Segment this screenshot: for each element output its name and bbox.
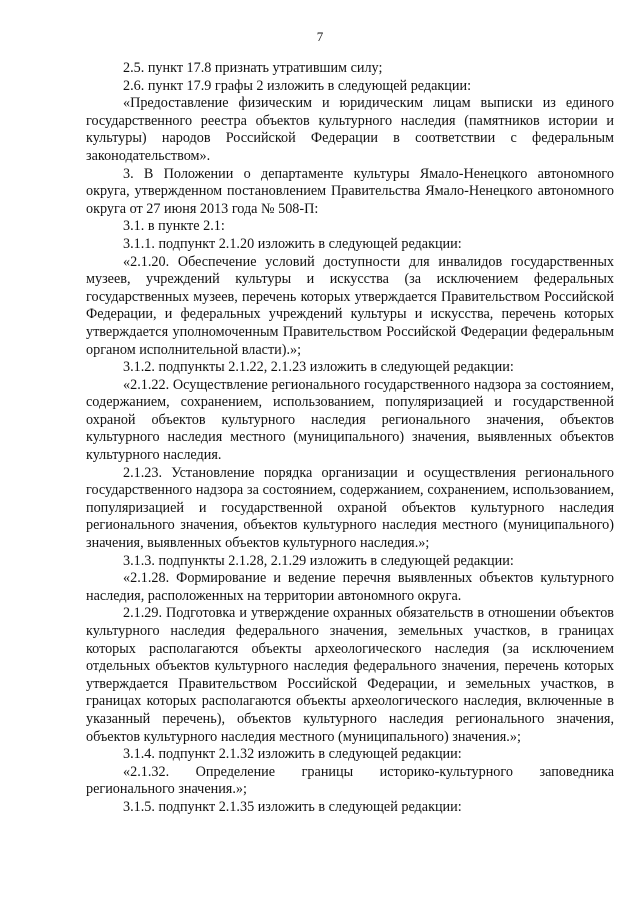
paragraph-2-5: 2.5. пункт 17.8 признать утратившим силу; (123, 60, 383, 76)
paragraph-2-1-32: «2.1.32. Определение границы историко-культурного заповедника регионального значения.»; (86, 763, 614, 798)
paragraph-3: 3. В Положении о департаменте культуры Ямало-Ненецкого автономного округа, утвержденном постановлением Правительства Ямало-Ненецкого автономного округа от 27 июня 2013 года № 508-П: (86, 165, 614, 217)
paragraph-3-1-4: 3.1.4. подпункт 2.1.32 изложить в следующей редакции: (123, 746, 462, 763)
paragraph-3-1-1: 3.1.1. подпункт 2.1.20 изложить в следующей редакции: (123, 235, 462, 252)
paragraph-2-1-20: «2.1.20. Обеспечение условий доступности для инвалидов государственных музеев, учреждений культуры и искусства (за исключением федеральных государственных музеев, перечень которых утверждается Правительством Российской Федерации, и федеральных учреждений культуры и искусства, перечень которых утверждается уполномоченным Правительством Российской Федерации федеральным органом исполнительной власти).»; (86, 253, 614, 358)
paragraph-3-1: 3.1. в пункте 2.1: (123, 218, 225, 235)
paragraph-3-1-3: 3.1.3. подпункты 2.1.28, 2.1.29 изложить в следующей редакции: (123, 552, 514, 569)
page-number: 7 (316, 29, 324, 44)
paragraph-3-1-5: 3.1.5. подпункт 2.1.35 изложить в следующей редакции: (123, 798, 462, 815)
paragraph-2-1-29: 2.1.29. Подготовка и утверждение охранных обязательств в отношении объектов культурного наследия федерального значения, земельных участков, в границах которых располагаются объекты археологического наследия (за исключением отдельных объектов культурного наследия федерального значения, перечень которых утверждается Правительством Российской Федерации, и земельных участков, в границах которых располагаются объекты археологического наследия, включенные в указанный перечень), объектов культурного наследия регионального значения, объектов культурного наследия местного (муниципального) значения.»; (86, 605, 614, 745)
paragraph-2-1-28: «2.1.28. Формирование и ведение перечня выявленных объектов культурного наследия, расположенных на территории автономного округа. (86, 570, 614, 604)
paragraph-2-6-quote: «Предоставление физическим и юридическим лицам выписки из единого государственного реестра объектов культурного наследия (памятников истории и культуры) народов Российской Федерации в соответствии с федеральным законодательством». (86, 95, 614, 164)
paragraph-2-1-23: 2.1.23. Установление порядка организации и осуществления регионального государственного надзора за состоянием, содержанием, сохранением, использованием, популяризацией и государственной охраной объектов культурного наследия регионального значения, объектов культурного наследия местного (муниципального) значения, выявленных объектов культурного наследия.»; (86, 464, 614, 552)
paragraph-3-1-2: 3.1.2. подпункты 2.1.22, 2.1.23 изложить в следующей редакции: (123, 359, 514, 376)
paragraph-2-6: 2.6. пункт 17.9 графы 2 изложить в следующей редакции: (123, 77, 472, 94)
paragraph-2-1-22: «2.1.22. Осуществление регионального государственного надзора за состоянием, содержанием, сохранением, использованием, популяризацией и государственной охраной объектов культурного наследия регионального значения, объектов культурного наследия местного (муниципального) значения, выявленных объектов культурного наследия. (86, 376, 614, 464)
document-body (86, 60, 614, 817)
